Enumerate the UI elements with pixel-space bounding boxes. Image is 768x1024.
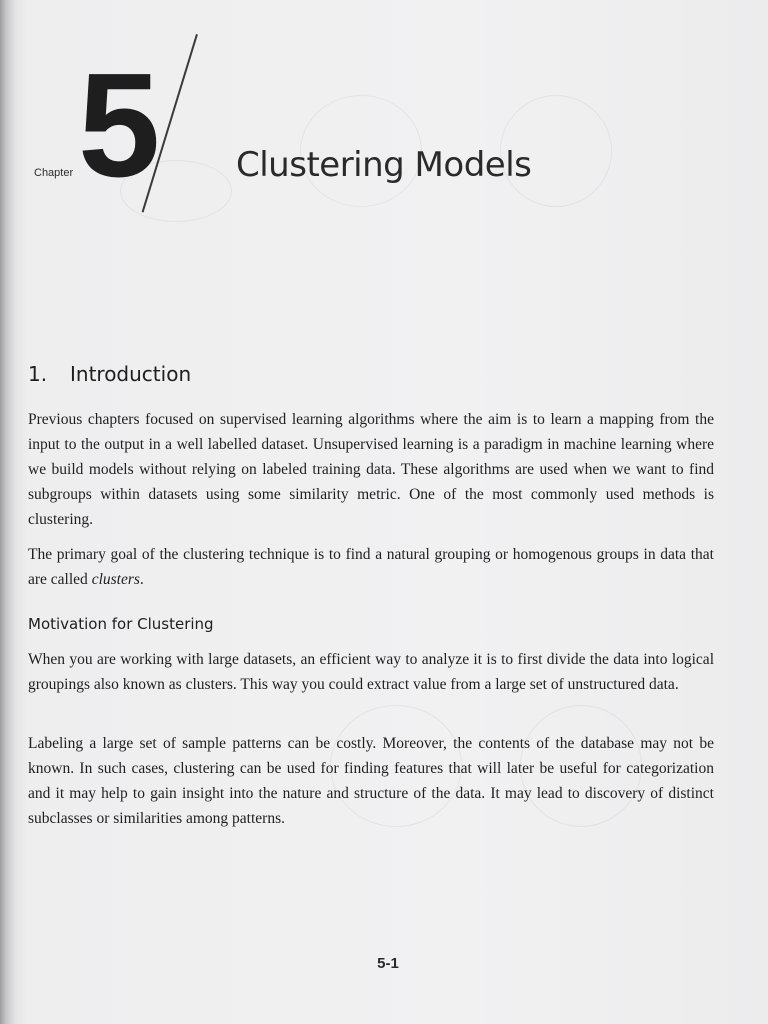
section-title: Introduction xyxy=(70,362,192,386)
bleed-through-text xyxy=(60,345,700,361)
bleed-through-text xyxy=(60,322,720,338)
chapter-number: 5 xyxy=(78,43,157,208)
paragraph-goal xyxy=(28,542,714,592)
paragraph-goal-end: . xyxy=(139,571,144,588)
section-heading xyxy=(28,362,191,386)
section-number: 1. xyxy=(28,362,48,386)
subsection-heading: Motivation for Clustering xyxy=(28,615,214,633)
paragraph-goal-text: The primary goal of the clustering technique is to find a natural grouping or homogenous groups in data that are called xyxy=(28,546,714,588)
paragraph-motivation: When you are working with large datasets, an efficient way to analyze it is to first divide the data into logical groupings also known as clusters. This way you could extract value from a large set of unstructured data. xyxy=(28,651,714,693)
page-number: 5-1 xyxy=(377,955,399,972)
chapter-title: Clustering Models xyxy=(236,145,532,185)
paragraph-intro: Previous chapters focused on supervised learning algorithms where the aim is to learn a mapping from the input to the output in a well labelled dataset. Unsupervised learning is a paradigm in machine learning where we build models without relying on labeled training data. These algorithms are used when we want to find subgroups within datasets using some similarity metric. One of the most commonly used methods is clustering. xyxy=(28,411,714,528)
paragraph-goal-emphasis: clusters xyxy=(91,571,140,588)
paragraph-labeling: Labeling a large set of sample patterns can be costly. Moreover, the contents of the database may not be known. In such cases, clustering can be used for finding features that will later be useful for categorization and it may help to gain insight into the nature and structure of the data. It may lead to discovery of distinct subclasses or similarities among patterns. xyxy=(28,735,714,827)
chapter-label: Chapter xyxy=(34,167,74,179)
